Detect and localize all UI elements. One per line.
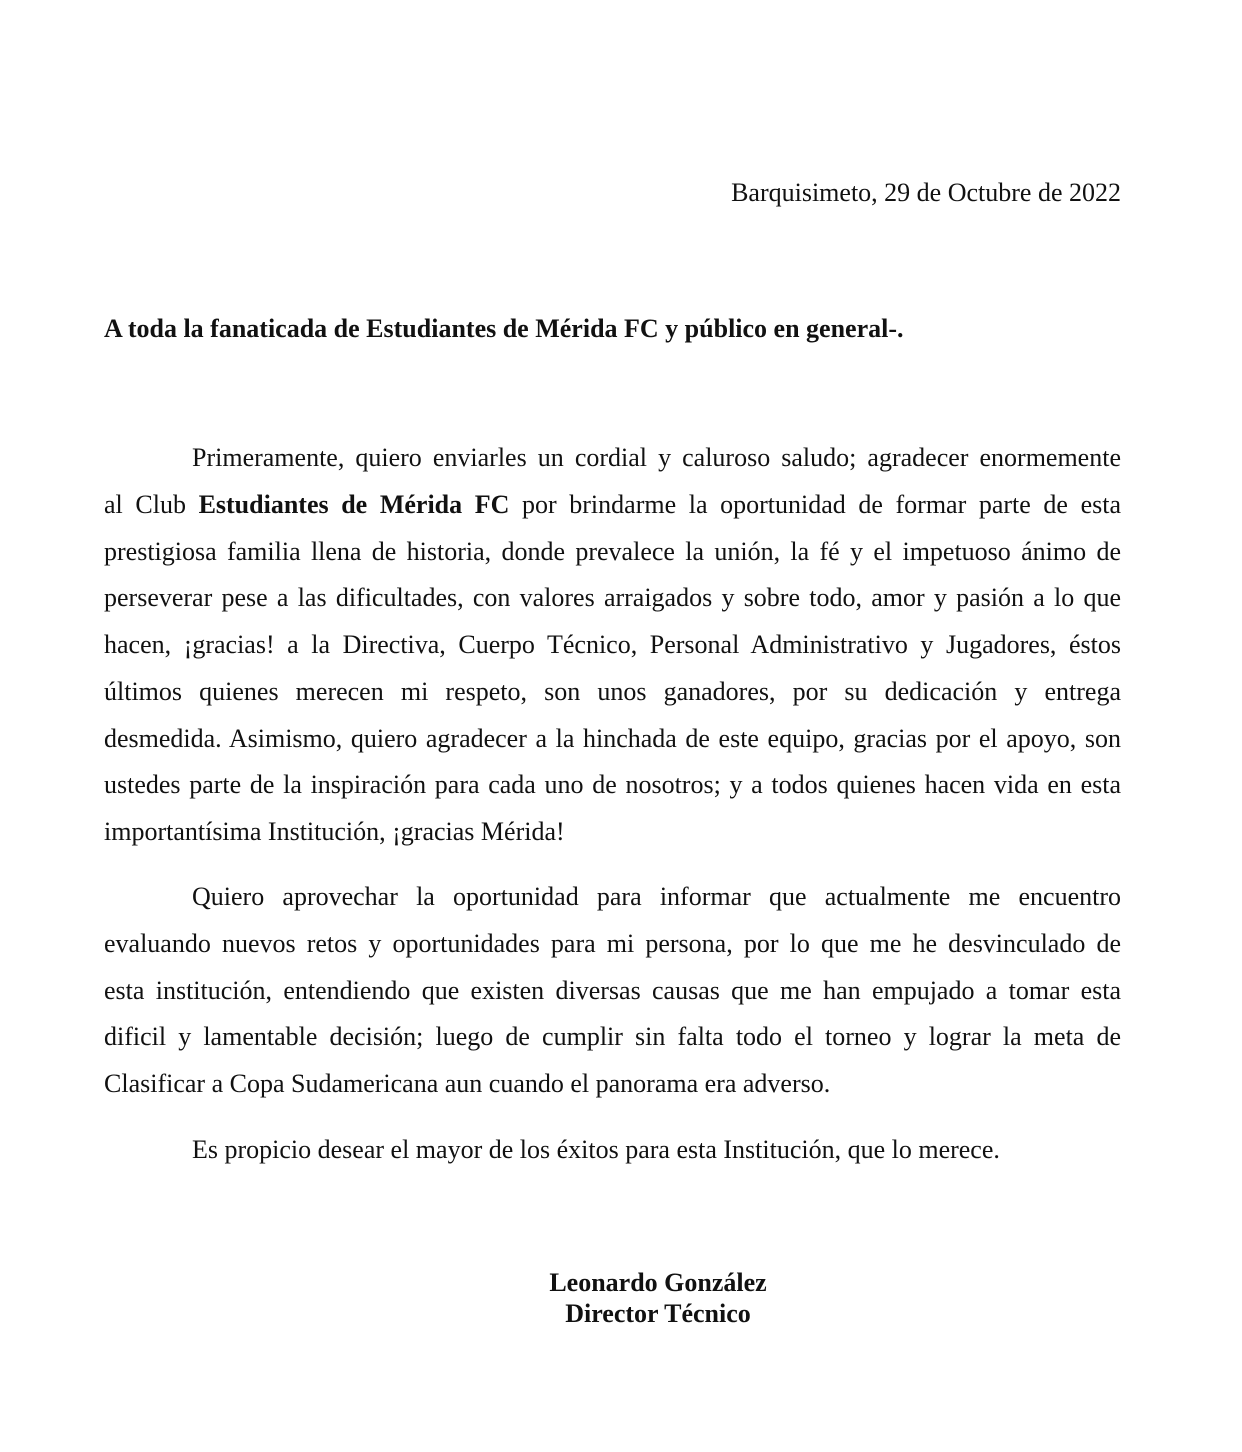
paragraph-line: hacen, ¡gracias! a la Directiva, Cuerpo Técnico, Personal Administrativo y Jugadores, éstos (104, 630, 1121, 659)
paragraph-line: esta institución, entendiendo que existen diversas causas que me han empujado a tomar esta (104, 976, 1121, 1005)
club-name-bold: Estudiantes de Mérida FC (198, 490, 510, 519)
paragraph-line: prestigiosa familia llena de historia, donde prevalece la unión, la fé y el impetuoso ánimo de (104, 537, 1121, 566)
paragraph-line: evaluando nuevos retos y oportunidades para mi persona, por lo que me he desvinculado de (104, 929, 1121, 958)
paragraph-line: importantísima Institución, ¡gracias Mérida! (104, 817, 565, 846)
paragraph-line (104, 488, 1121, 522)
salutation: A toda la fanaticada de Estudiantes de Mérida FC y público en general-. (104, 314, 904, 343)
text-run: al Club (104, 490, 199, 519)
paragraph-line: desmedida. Asimismo, quiero agradecer a la hinchada de este equipo, gracias por el apoyo, son (104, 724, 1121, 753)
paragraph-line: ustedes parte de la inspiración para cada uno de nosotros; y a todos quienes hacen vida en esta (104, 770, 1121, 799)
paragraph-line: dificil y lamentable decisión; luego de cumplir sin falta todo el torneo y lograr la meta de (104, 1022, 1121, 1051)
paragraph-line: Clasificar a Copa Sudamericana aun cuando el panorama era adverso. (104, 1069, 831, 1098)
text-run: por brindarme la oportunidad de formar parte de esta (509, 490, 1121, 519)
signature-title: Director Técnico (565, 1299, 751, 1328)
signature-name: Leonardo González (549, 1268, 767, 1297)
letter-date: Barquisimeto, 29 de Octubre de 2022 (731, 178, 1121, 207)
paragraph-line: últimos quienes merecen mi respeto, son unos ganadores, por su dedicación y entrega (104, 677, 1121, 706)
paragraph-line: Quiero aprovechar la oportunidad para informar que actualmente me encuentro (192, 882, 1121, 911)
paragraph-line: perseverar pese a las dificultades, con valores arraigados y sobre todo, amor y pasión a lo que (104, 583, 1121, 612)
paragraph-line: Es propicio desear el mayor de los éxitos para esta Institución, que lo merece. (192, 1135, 1000, 1164)
paragraph-line: Primeramente, quiero enviarles un cordial y caluroso saludo; agradecer enormemente (192, 443, 1121, 472)
